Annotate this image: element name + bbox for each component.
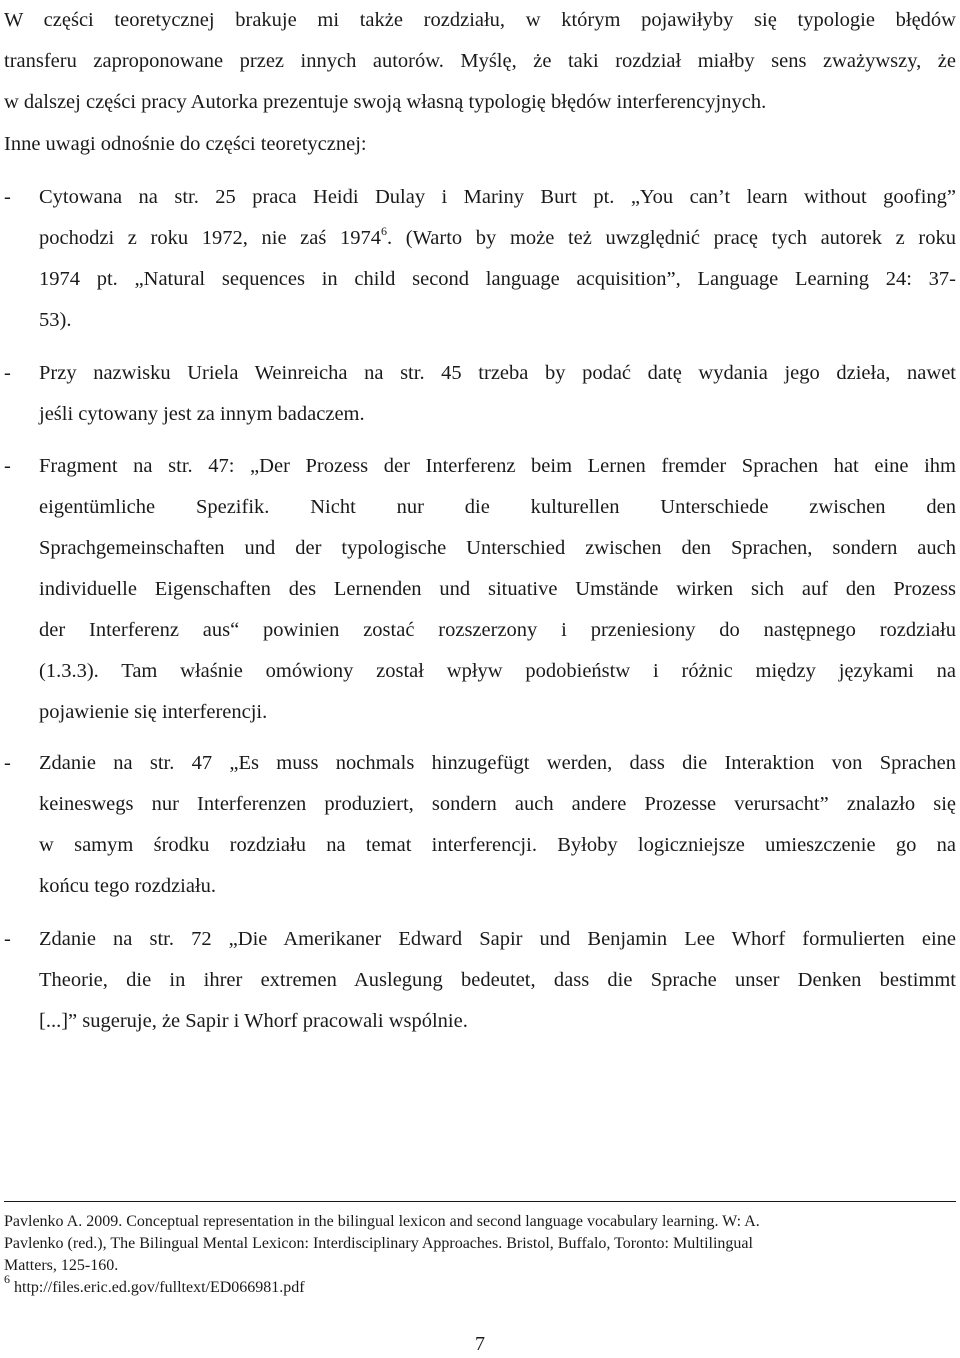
text-fragment: pochodzi z roku 1972, nie zaś 1974 [39,227,381,249]
text-line: Cytowana na str. 25 praca Heidi Dulay i Mariny Burt pt. „You can’t learn without goofing” [39,186,956,208]
page-number: 7 [475,1333,485,1355]
text-line: Zdanie na str. 47 „Es muss nochmals hinzugefügt werden, dass die Interaktion von Sprachen [39,752,956,774]
text-line: końcu tego rozdziału. [39,875,217,897]
text-line: Theorie, die in ihrer extremen Auslegung bedeutet, dass die Sprache unser Denken bestimmt [39,969,956,991]
footnote-link[interactable]: http://files.eric.ed.gov/fulltext/ED066981.pdf [10,1279,305,1296]
footnote-6 [4,1272,956,1299]
text-line: w dalszej części pracy Autorka prezentuje swoją własną typologię błędów interferencyjnych. [4,91,767,113]
text-line: eigentümliche Spezifik. Nicht nur die kulturellen Unterschiede zwischen den [39,496,956,518]
list-dash: - [4,752,11,774]
text-line: transferu zaproponowane przez innych autorów. Myślę, że taki rozdział miałby sens zważywszy, że [4,50,956,72]
text-line: 1974 pt. „Natural sequences in child second language acquisition”, Language Learning 24: 37- [39,268,956,290]
text-line: individuelle Eigenschaften des Lernenden und situative Umstände wirken sich auf den Prozess [39,578,956,600]
footnotes [4,1211,956,1299]
text-line: pojawienie się interferencji. [39,701,268,723]
footnote-marker: 6 [4,1272,10,1286]
footnote-ref: 6 [381,224,387,238]
text-line [39,218,956,259]
footnote-separator [4,1201,956,1202]
remark-body [39,177,956,341]
text-line: Fragment na str. 47: „Der Prozess der Interferenz beim Lernen fremder Sprachen hat eine ihm [39,455,956,477]
text-line: keineswegs nur Interferenzen produziert, sondern auch andere Prozesse verursacht” znalazło się [39,793,956,815]
text-line: der Interferenz aus“ powinien zostać rozszerzony i przeniesiony do następnego rozdziału [39,619,956,641]
text-line: (1.3.3). Tam właśnie omówiony został wpływ podobieństw i różnic między językami na [39,660,956,682]
text-line: [...]” sugeruje, że Sapir i Whorf pracowali wspólnie. [39,1010,468,1032]
list-dash: - [4,186,11,208]
list-dash: - [4,455,11,477]
remark-body [39,446,956,733]
text-line: Zdanie na str. 72 „Die Amerikaner Edward Sapir und Benjamin Lee Whorf formulierten eine [39,928,956,950]
footnote-line: Matters, 125-160. [4,1257,119,1274]
text-line: Sprachgemeinschaften und der typologische Unterschied zwischen den Sprachen, sondern auch [39,537,956,559]
list-dash: - [4,362,11,384]
footnote-line: Pavlenko A. 2009. Conceptual representation in the bilingual lexicon and second language vocabulary learning. W: A. [4,1213,760,1230]
intro-paragraph [4,0,956,123]
text-line: 53). [39,309,72,331]
list-dash: - [4,928,11,950]
text-line: W części teoretycznej brakuje mi także rozdziału, w którym pojawiłyby się typologie błędów [4,9,956,31]
text-line: w samym środku rozdziału na temat interferencji. Byłoby logiczniejsze umieszczenie go na [39,834,956,856]
footnote-line: Pavlenko (red.), The Bilingual Mental Lexicon: Interdisciplinary Approaches. Bristol, Buffalo, Toronto: Multilingual [4,1235,753,1252]
remark-body [39,919,956,1042]
remarks-heading: Inne uwagi odnośnie do części teoretycznej: [4,133,367,155]
remark-body [39,743,956,907]
text-line: Przy nazwisku Uriela Weinreicha na str. 45 trzeba by podać datę wydania jego dzieła, nawet [39,362,956,384]
text-fragment: . (Warto by może też uwzględnić pracę tych autorek z roku [387,227,956,249]
remark-body [39,353,956,435]
text-line: jeśli cytowany jest za innym badaczem. [39,403,365,425]
